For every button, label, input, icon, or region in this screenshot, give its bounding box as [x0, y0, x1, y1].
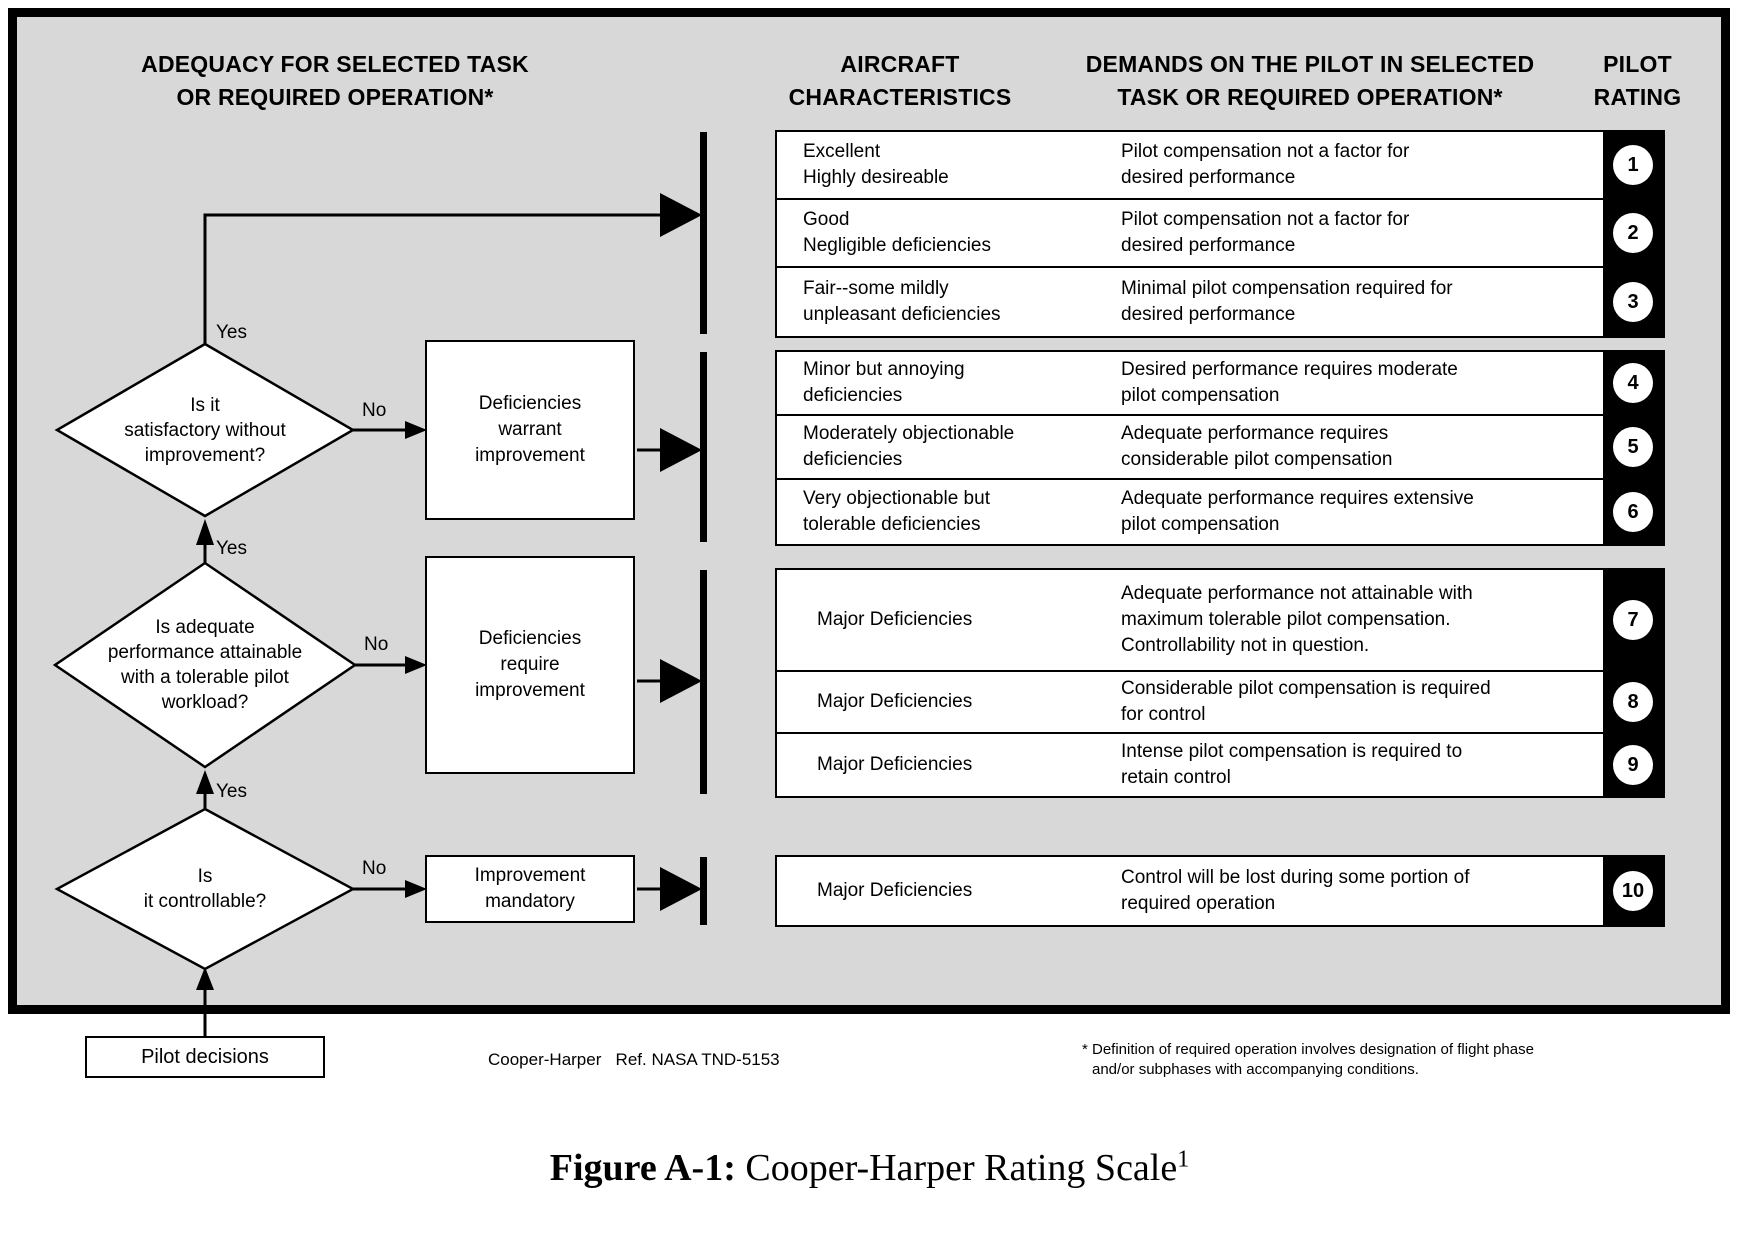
- pilot-demands-cell: Intense pilot compensation is required to retain control: [1121, 741, 1463, 788]
- group-bracket-7-9: [700, 570, 707, 794]
- rating-number: 10: [1613, 871, 1653, 911]
- rating-badge: [1603, 570, 1663, 670]
- pilot-demands-cell: Adequate performance requires extensive pilot compensation: [1121, 488, 1474, 535]
- arrowhead-up-icon: [196, 967, 214, 990]
- rating-number: 1: [1613, 145, 1653, 185]
- caption-title: Cooper-Harper Rating Scale: [735, 1147, 1178, 1189]
- group-bracket-10: [700, 857, 707, 925]
- header-aircraft-characteristics: AIRCRAFT CHARACTERISTICS: [788, 51, 1012, 110]
- arrowhead-right-icon: [405, 880, 427, 898]
- box-deficiencies-require-improvement: Deficiencies require improvement: [425, 556, 635, 774]
- header-adequacy: ADEQUACY FOR SELECTED TASK OR REQUIRED OPERATION*: [141, 51, 529, 110]
- rating-row-2: [777, 200, 1663, 268]
- aircraft-characteristics-cell: Good Negligible deficiencies: [803, 209, 991, 256]
- arrowhead-right-icon: [405, 421, 427, 439]
- pilot-demands-cell: Pilot compensation not a factor for desired performance: [1121, 209, 1410, 256]
- footnote: * Definition of required operation involves designation of flight phase and/or subphases with accompanying conditions.: [1082, 1041, 1534, 1078]
- header-pilot-rating: PILOT RATING: [1593, 51, 1682, 110]
- aircraft-characteristics-cell: Fair--some mildly unpleasant deficiencies: [803, 278, 1001, 325]
- figure-caption: [0, 1146, 1739, 1190]
- rating-number: 4: [1613, 363, 1653, 403]
- rating-row-9: [777, 734, 1663, 796]
- aircraft-characteristics-cell: Major Deficiencies: [817, 880, 973, 901]
- rating-badge: [1603, 672, 1663, 732]
- rating-number: 7: [1613, 600, 1653, 640]
- rating-badge: [1603, 734, 1663, 796]
- pilot-demands-cell: Desired performance requires moderate pilot compensation: [1121, 359, 1458, 406]
- rating-row-8: [777, 672, 1663, 734]
- rating-number: 6: [1613, 492, 1653, 532]
- rating-group-4-6: [775, 350, 1665, 546]
- rating-badge: [1603, 857, 1663, 925]
- yes-label-3: Yes: [216, 781, 247, 802]
- pilot-demands-cell: Considerable pilot compensation is required for control: [1121, 678, 1491, 725]
- arrowhead-right-icon: [660, 659, 702, 703]
- decision-text-controllable: Is it controllable?: [143, 866, 267, 912]
- header-demands: DEMANDS ON THE PILOT IN SELECTED TASK OR REQUIRED OPERATION*: [1085, 51, 1535, 110]
- rating-number: 9: [1613, 745, 1653, 785]
- rating-badge: [1603, 352, 1663, 414]
- rating-row-3: [777, 268, 1663, 336]
- reference-text: Cooper-Harper Ref. NASA TND-5153: [488, 1050, 780, 1069]
- aircraft-characteristics-cell: Major Deficiencies: [817, 691, 973, 712]
- group-bracket-1-3: [700, 132, 707, 334]
- rating-row-10: [777, 857, 1663, 925]
- rating-number: 8: [1613, 682, 1653, 722]
- rating-group-7-9: [775, 568, 1665, 798]
- rating-row-7: [777, 570, 1663, 672]
- box-improvement-mandatory: Improvement mandatory: [425, 855, 635, 923]
- pilot-demands-cell: Adequate performance requires considerable pilot compensation: [1121, 423, 1393, 470]
- decision-text-adequate-performance: Is adequate performance attainable with a tolerable pilot workload?: [107, 617, 303, 713]
- caption-footnote-marker: 1: [1177, 1146, 1190, 1173]
- pilot-demands-cell: Minimal pilot compensation required for desired performance: [1121, 278, 1453, 325]
- aircraft-characteristics-cell: Very objectionable but tolerable deficiencies: [803, 488, 990, 535]
- arrowhead-up-icon: [196, 770, 214, 794]
- rating-badge: [1603, 480, 1663, 544]
- arrowhead-right-icon: [405, 656, 427, 674]
- arrowhead-right-icon: [660, 867, 702, 911]
- decision-text-satisfactory: Is it satisfactory without improvement?: [124, 395, 286, 466]
- no-label-2: No: [364, 634, 389, 655]
- rating-badge: [1603, 268, 1663, 336]
- arrowhead-right-icon: [660, 193, 702, 237]
- rating-group-10: [775, 855, 1665, 927]
- aircraft-characteristics-cell: Moderately objectionable deficiencies: [803, 423, 1015, 470]
- no-label-3: No: [362, 858, 387, 879]
- rating-badge: [1603, 200, 1663, 266]
- rating-number: 3: [1613, 282, 1653, 322]
- rating-row-1: [777, 132, 1663, 200]
- rating-row-4: [777, 352, 1663, 416]
- aircraft-characteristics-cell: Major Deficiencies: [817, 754, 973, 775]
- rating-group-1-3: [775, 130, 1665, 338]
- rating-number: 5: [1613, 427, 1653, 467]
- arrowhead-right-icon: [660, 428, 702, 472]
- box-deficiencies-warrant-improvement: Deficiencies warrant improvement: [425, 340, 635, 520]
- rating-badge: [1603, 416, 1663, 478]
- pilot-demands-cell: Adequate performance not attainable with maximum tolerable pilot compensation. Controllability not in question.: [1121, 583, 1473, 656]
- aircraft-characteristics-cell: Minor but annoying deficiencies: [803, 359, 965, 406]
- rating-row-5: [777, 416, 1663, 480]
- caption-label: Figure A-1:: [549, 1147, 736, 1189]
- arrowhead-up-icon: [196, 519, 214, 545]
- pilot-demands-cell: Control will be lost during some portion of required operation: [1121, 867, 1470, 914]
- yes-label-1: Yes: [216, 322, 247, 343]
- arrow-yes-1-line: [205, 215, 660, 344]
- rating-number: 2: [1613, 213, 1653, 253]
- no-label-1: No: [362, 400, 387, 421]
- rating-row-6: [777, 480, 1663, 544]
- aircraft-characteristics-cell: Excellent Highly desireable: [803, 141, 949, 188]
- yes-label-2: Yes: [216, 538, 247, 559]
- rating-badge: [1603, 132, 1663, 198]
- aircraft-characteristics-cell: Major Deficiencies: [817, 609, 973, 630]
- group-bracket-4-6: [700, 352, 707, 542]
- pilot-decisions-box: Pilot decisions: [85, 1036, 325, 1078]
- pilot-demands-cell: Pilot compensation not a factor for desired performance: [1121, 141, 1410, 188]
